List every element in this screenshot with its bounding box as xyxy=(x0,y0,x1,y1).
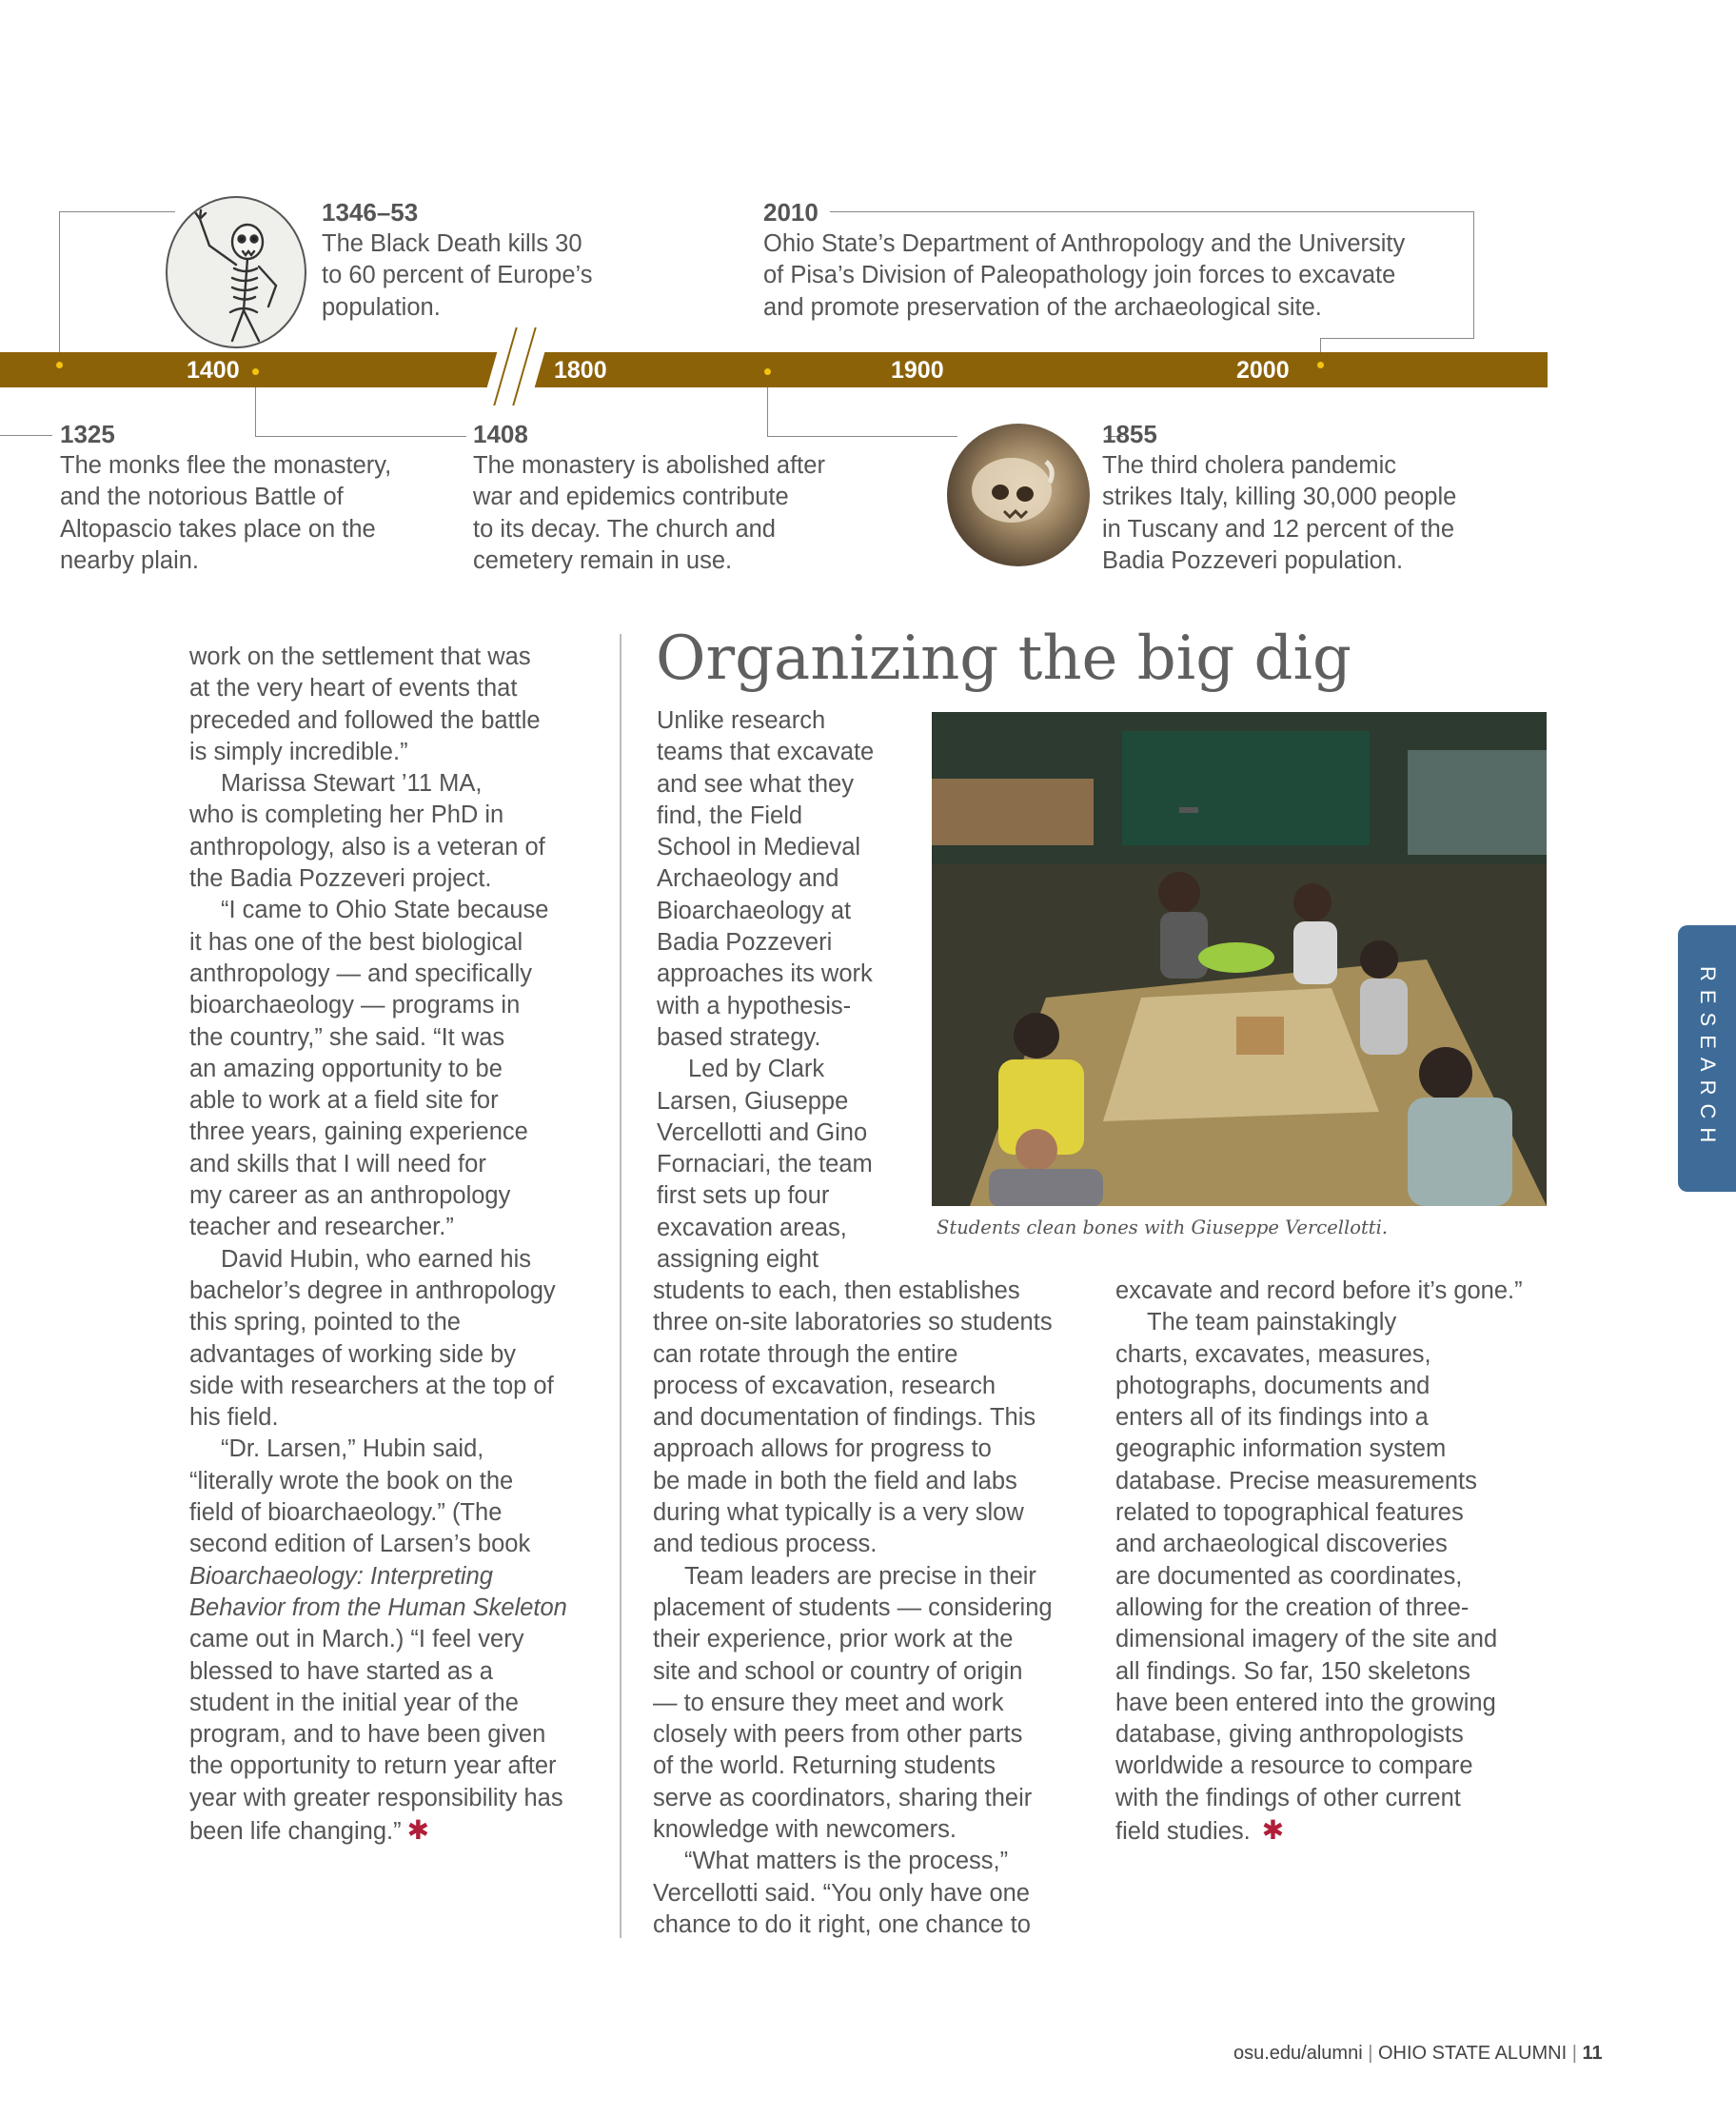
timeline-event-1325 xyxy=(60,418,441,577)
tick-1800: 1800 xyxy=(554,357,607,384)
tick-1900: 1900 xyxy=(891,357,944,384)
timeline-event-2010 xyxy=(763,196,1487,324)
headline: Organizing the big dig xyxy=(656,623,1351,694)
footer-publication: OHIO STATE ALUMNI xyxy=(1377,2043,1568,2064)
timeline-event-1346 xyxy=(322,196,664,324)
timeline-dot xyxy=(1317,362,1324,368)
connector-line xyxy=(59,211,60,364)
skeleton-illustration-icon xyxy=(166,196,306,348)
article-column-2: students to each, then establishes three on-site laboratories so students can rotate through the entire process of excavation, research and documentation of findings. This approach allows for progress to be made in both the field and labs during what typically is a very slow and tedious process. Team leaders are precise in their placement of students — considering their experience, prior work at the site and school or country of origin — to ensure they meet and work closely with peers from other parts of the world. Returning students serve as coordinators, sharing their knowledge with newcomers. “What matters is the process,” Vercellotti said. “You only have one chance to do it right, one chance to xyxy=(653,1277,1053,1938)
connector-line xyxy=(0,435,52,436)
footer-url: osu.edu/alumni xyxy=(1233,2043,1363,2064)
event-text: The monastery is abolished after war and epidemics contribute to its decay. The church and cemetery remain in use. xyxy=(473,452,825,574)
field-lab-photo xyxy=(932,712,1547,1206)
page-number: 11 xyxy=(1582,2043,1603,2064)
event-year: 1855 xyxy=(1102,420,1157,448)
event-text: Ohio State’s Department of Anthropology and the University of Pisa’s Division of Paleopathology join forces to excavate and promote preservation of the archaeological site. xyxy=(763,230,1406,321)
skull-photo-icon xyxy=(947,424,1090,566)
timeline-dot xyxy=(252,368,259,375)
event-text: The Black Death kills 30 to 60 percent of Europe’s population. xyxy=(322,230,593,321)
article-continued-column: work on the settlement that was at the very heart of events that preceded and followed the battle is simply incredible.” Marissa Stewart ’11 MA, who is completing her PhD in anthropology, also is a veteran of the Badia Pozzeveri project. “I came to Ohio State because it has one of the best biological anthropology — and specifically bioarchaeology — programs in the country,” she said. “It was an amazing opportunity to be able to work at a field site for three years, gaining experience and skills that I will need for my career as an anthropology teacher and researcher.” David Hubin, who earned his bachelor’s degree in anthropology this spring, pointed to the advantages of working side by side with researchers at the top of his field. “Dr. Larsen,” Hubin said, “literally wrote the book on the field of bioarchaeology.” (The second edition of Larsen’s book Bioarchaeology: Interpreting Behavior from the Human Skeleton came out in March.) “I feel very blessed to have started as a student in the initial year of the program, and to have been given the opportunity to return year after year with greater responsibility has been life changing.” ✱ xyxy=(189,643,567,1845)
timeline-event-1408 xyxy=(473,418,873,577)
section-tab xyxy=(1678,925,1736,1192)
article-column-3: excavate and record before it’s gone.” The team painstakingly charts, excavates, measures, photographs, documents and enters all of its findings into a geographic information system database. Precise measurements related to topographical features and archaeological discoveries are documented as coordinates, allowing for the creation of three- dimensional imagery of the site and all findings. So far, 150 skeletons have been entered into the growing database, giving anthropologists worldwide a resource to compare with the findings of other current field studies. ✱ xyxy=(1115,1277,1523,1846)
page-footer: osu.edu/alumni | OHIO STATE ALUMNI | 11 xyxy=(1233,2043,1603,2064)
connector-line xyxy=(1320,338,1474,339)
article-intro-column: Unlike research teams that excavate and see what they find, the Field School in Medieval Archaeology and Bioarchaeology at Badia Pozzeveri approaches its work with a hypothesis- based strategy. Led by Clark Larsen, Giuseppe Vercellotti and Gino Fornaciari, the team first sets up four excavation areas, assigning eight xyxy=(657,707,875,1274)
tick-2000: 2000 xyxy=(1236,357,1290,384)
event-year: 1346–53 xyxy=(322,198,419,227)
column-divider xyxy=(620,634,621,1938)
tick-1400: 1400 xyxy=(187,357,240,384)
connector-line xyxy=(59,211,175,212)
photo-caption: Students clean bones with Giuseppe Vercellotti. xyxy=(937,1217,1389,1238)
timeline-dot xyxy=(764,368,771,375)
event-text: The third cholera pandemic strikes Italy, killing 30,000 people in Tuscany and 12 percent of the Badia Pozzeveri population. xyxy=(1102,452,1457,574)
event-year: 2010 xyxy=(763,196,826,228)
event-text: The monks flee the monastery, and the notorious Battle of Altopascio takes place on the nearby plain. xyxy=(60,452,392,574)
event-year: 1325 xyxy=(60,420,115,448)
timeline-event-1855 xyxy=(1102,418,1521,577)
end-mark-icon: ✱ xyxy=(406,1814,430,1845)
section-tab-label: RESEARCH xyxy=(1696,965,1720,1152)
event-year: 1408 xyxy=(473,420,528,448)
end-mark-icon: ✱ xyxy=(1261,1815,1285,1846)
timeline-dot xyxy=(56,362,63,368)
